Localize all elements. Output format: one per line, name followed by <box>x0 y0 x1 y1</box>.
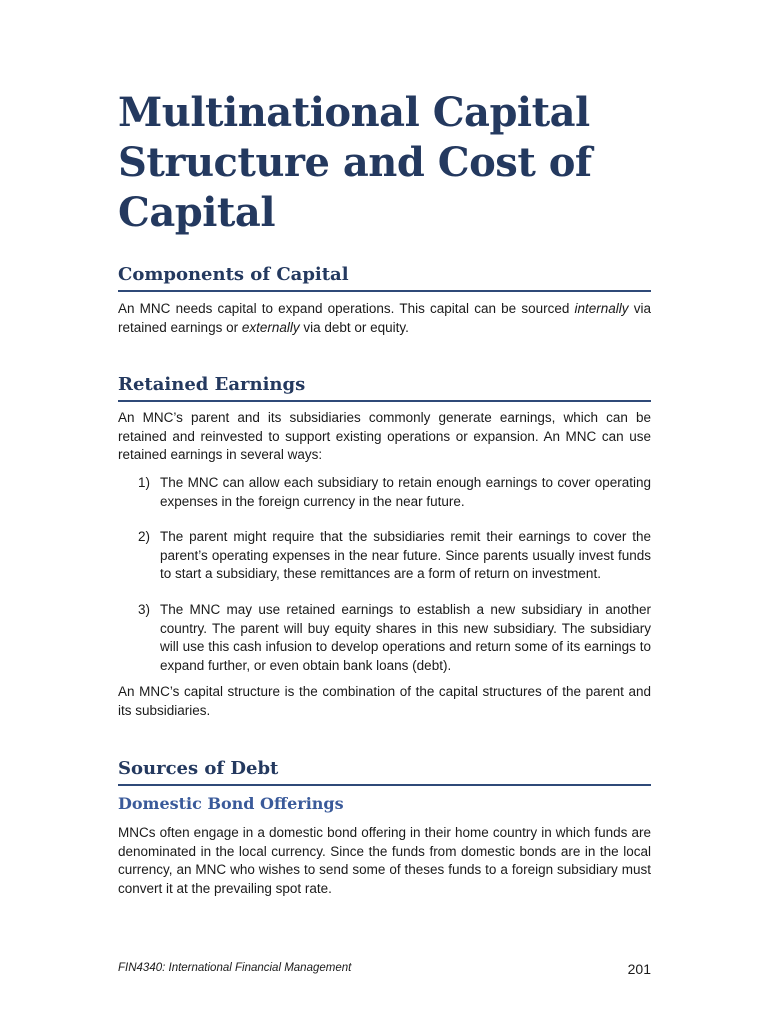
list-item <box>138 528 651 584</box>
retained-intro-paragraph: An MNC’s parent and its subsidiaries commonly generate earnings, which can be retained and reinvested to support existing operations or expansion. An MNC can use retained earnings in several ways: <box>118 410 651 462</box>
list-item <box>138 601 651 675</box>
list-item-number: 3) <box>138 602 151 617</box>
list-item-number: 1) <box>138 475 151 490</box>
domestic-bonds-paragraph: MNCs often engage in a domestic bond offering in their home country in which funds are denominated in the local currency. Since the funds from domestic bonds are in the local currency, an MNC who wishes to send some of theses funds to a foreign subsidiary must convert it at the prevailing spot rate. <box>118 825 651 896</box>
section-heading-components: Components of Capital <box>118 264 651 292</box>
page-title: Multinational Capital Structure and Cost of Capital <box>118 89 592 236</box>
list-item-text: The parent might require that the subsidiaries remit their earnings to cover the parent’s operating expenses in the near future. Since parents usually invest funds to start a subsidiary, these remittances are a form of return on investment. <box>160 529 651 581</box>
section-heading-retained-earnings: Retained Earnings <box>118 374 651 402</box>
footer-page-number: 201 <box>627 961 651 977</box>
list-item-number: 2) <box>138 529 151 544</box>
subsection-heading-domestic-bonds: Domestic Bond Offerings <box>118 794 344 813</box>
list-item <box>138 474 651 511</box>
list-item-text: The MNC may use retained earnings to establish a new subsidiary in another country. The parent will buy equity shares in this new subsidiary. The subsidiary will use this cash infusion to develop operations and return some of its earnings to expand further, or even obtain bank loans (debt). <box>160 602 651 673</box>
list-item-text: The MNC can allow each subsidiary to retain enough earnings to cover operating expenses in the foreign currency in the near future. <box>160 475 651 509</box>
retained-closing-paragraph: An MNC’s capital structure is the combination of the capital structures of the parent and its subsidiaries. <box>118 684 651 718</box>
components-paragraph: An MNC needs capital to expand operations. This capital can be sourced internally via retained earnings or externally via debt or equity. <box>118 301 651 335</box>
footer-course-title: FIN4340: International Financial Management <box>118 962 352 974</box>
section-heading-sources-of-debt: Sources of Debt <box>118 758 651 786</box>
